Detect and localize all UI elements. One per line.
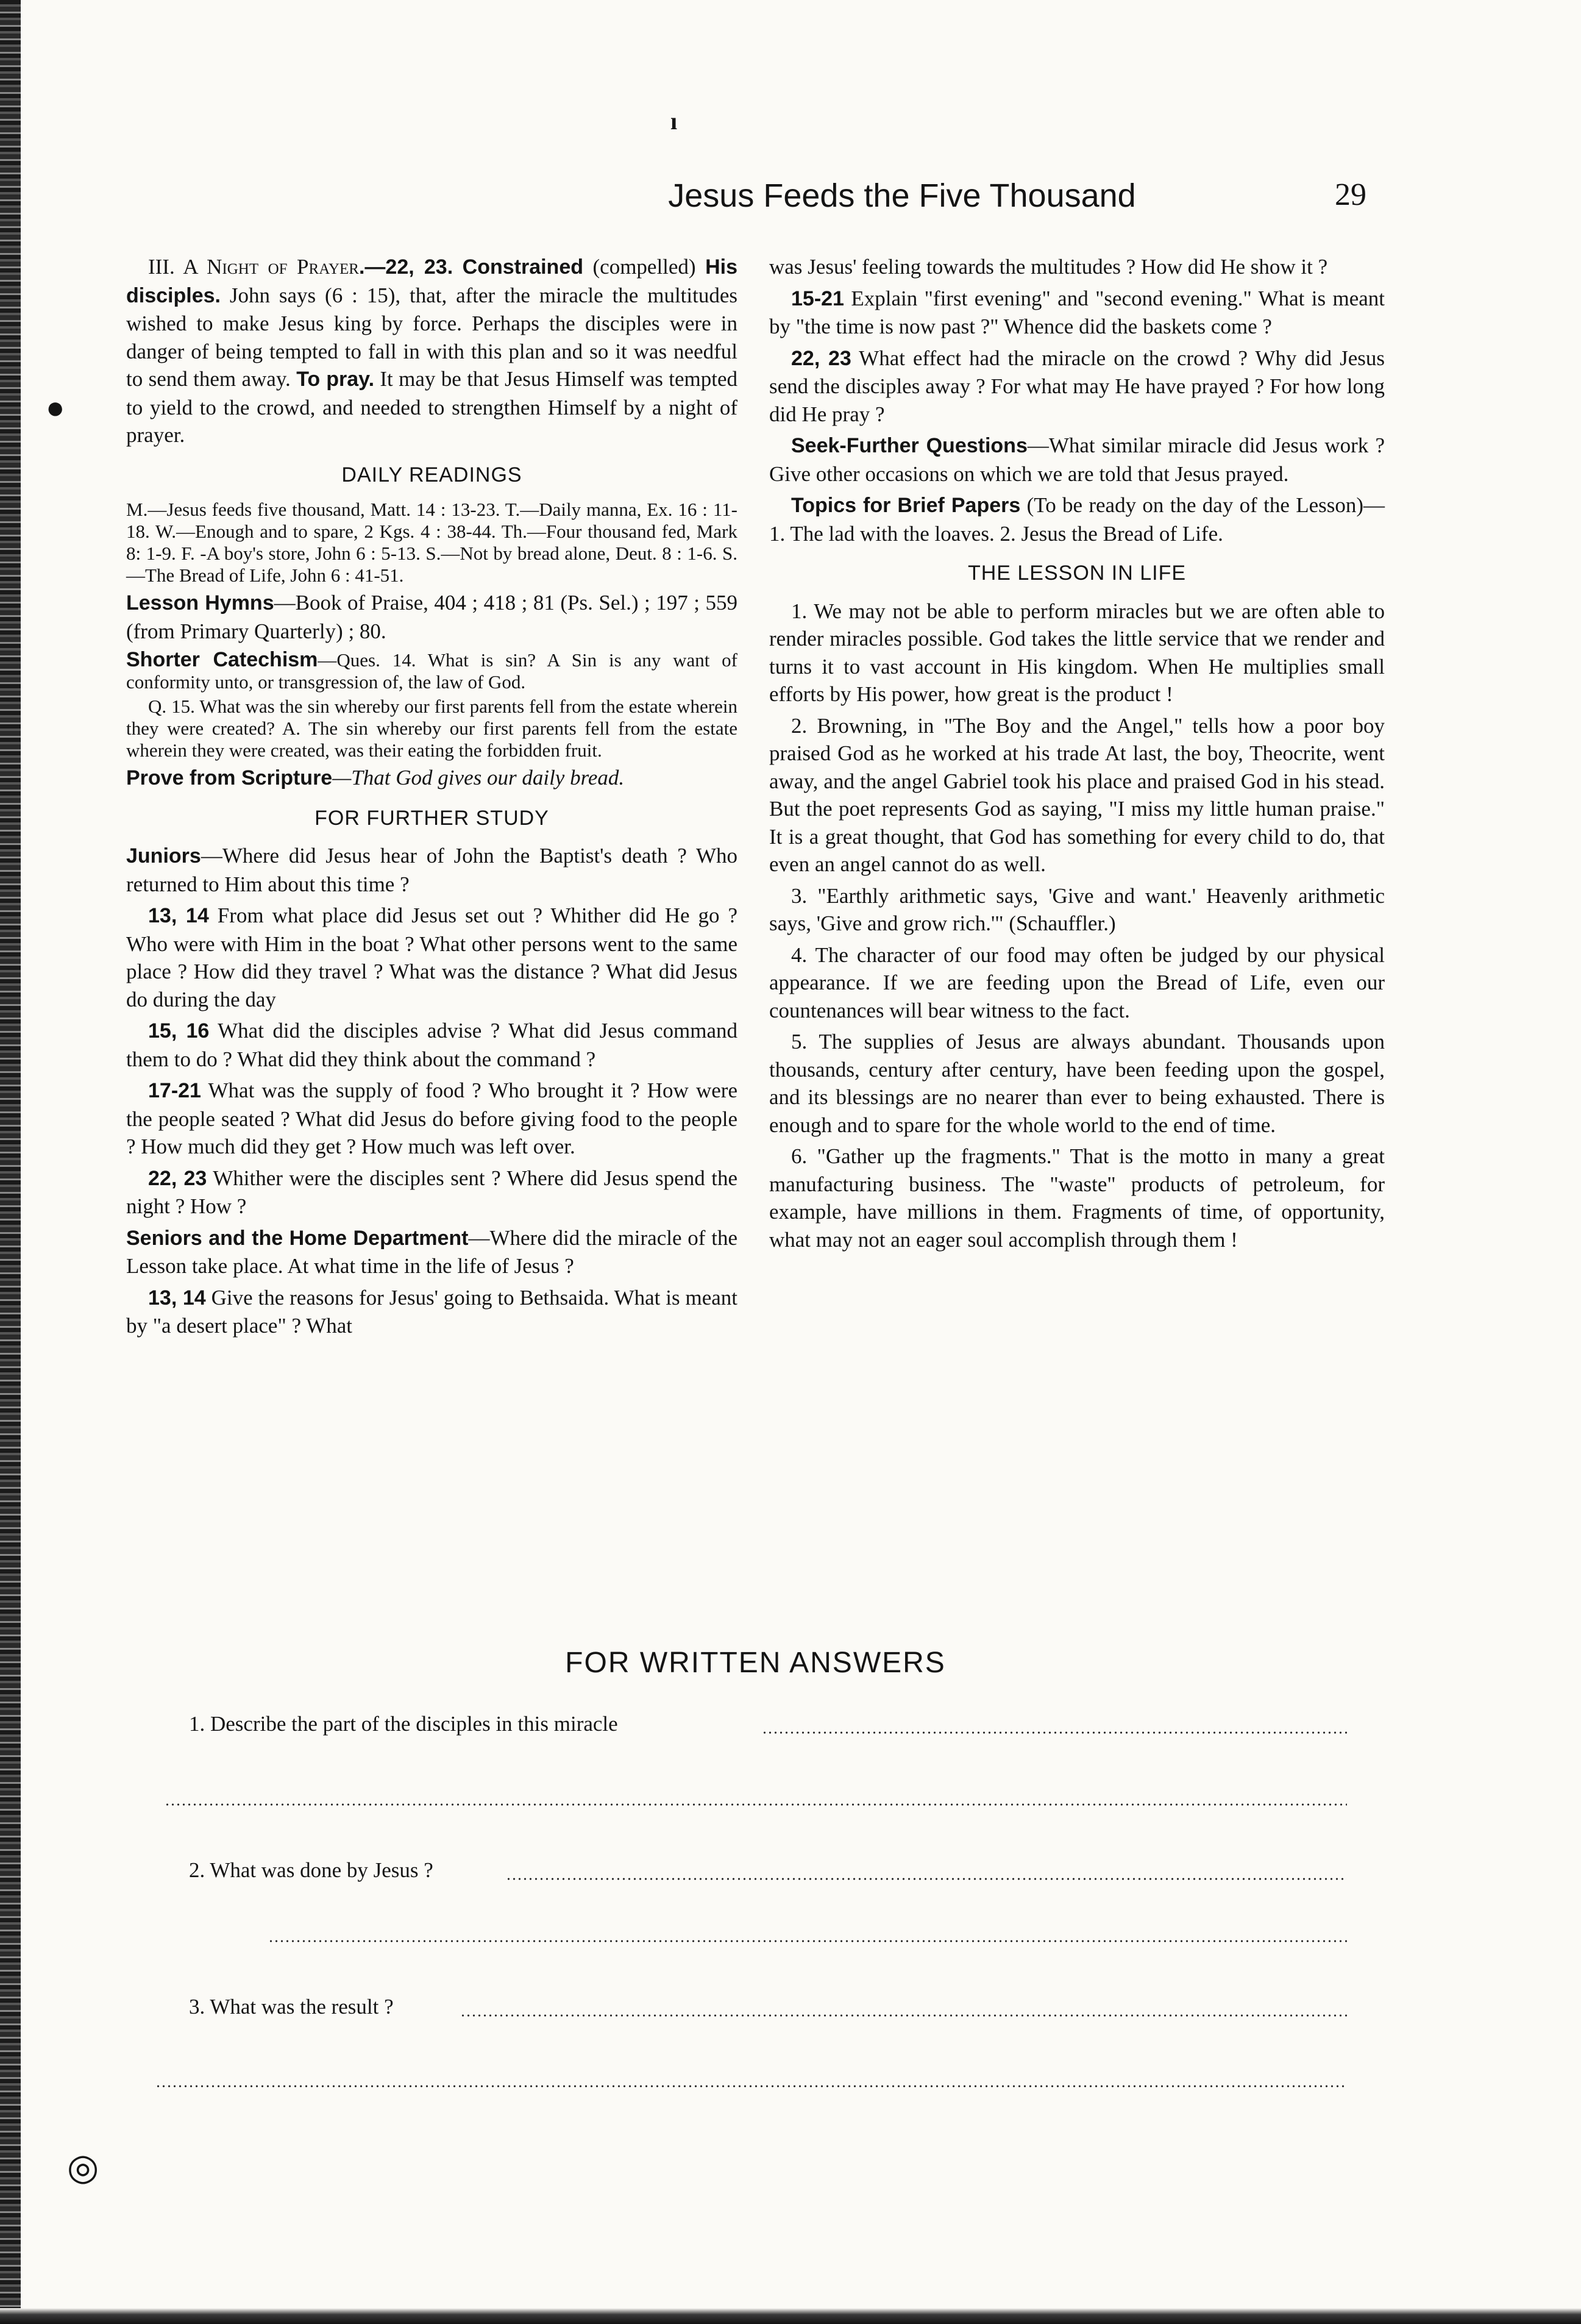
juniors-q1: [126, 902, 737, 1013]
juniors-text: —Where did Jesus hear of John the Baptist's death ? Who returned to Him about this time ?: [126, 844, 737, 896]
daily-readings-text: M.—Jesus feeds five thousand, Matt. 14 : 13-23. T.—Daily manna, Ex. 16 : 11-18. W.—Enough and to spare, 2 Kgs. 4 : 38-44. Th.—Four thousand fed, Mark 8: 1-9. F. -A boy's store, John 6 : 5-13. S.—Not by bread alone, Deut. 8 : 1-6. S.—The Bread of Life, John 6 : 41-51.: [126, 499, 737, 586]
night-numeral: III. A: [148, 255, 207, 279]
stray-mark: ı: [670, 107, 678, 135]
page-binding-edge: [0, 0, 21, 2324]
catechism-label: Shorter Catechism: [126, 648, 318, 671]
seniors-q1: [126, 1284, 737, 1340]
juniors-q3-label: 17-21: [148, 1079, 201, 1102]
punch-hole-mark-lower: ◎: [67, 2147, 99, 2187]
prove-from-scripture: [126, 764, 737, 793]
juniors-q4-label: 22, 23: [148, 1166, 207, 1190]
juniors-q2-label: 15, 16: [148, 1019, 210, 1043]
seniors-q3-label: 22, 23: [791, 346, 851, 370]
seniors-label: Seniors and the Home Department: [126, 1226, 469, 1250]
seniors-text: —Where did the miracle of the Lesson take place. At what time in the life of Jesus ?: [126, 1225, 737, 1278]
juniors-q2: [126, 1017, 737, 1073]
lesson-in-life-5: 5. The supplies of Jesus are always abundant. Thousands upon thousands, century after century, have been feeding upon the gospel, and its blessings are no nearer than ever to being exhausted. There is enough and to spare for the whole world to the end of time.: [769, 1030, 1385, 1137]
prove-text: —That God gives our daily bread.: [332, 766, 625, 790]
lesson-in-life-2: 2. Browning, in "The Boy and the Angel," tells how a poor boy praised God as he worked at his trade At last, the boy, Theocrite, went away, and the angel Gabriel took his place and praised God in his stead. But the poet represents God as saying, "I miss my little human praise." It is a great thought, that God has something for every child to do, that even an angel cannot do as well.: [769, 713, 1385, 876]
seniors-continuation: was Jesus' feeling towards the multitudes ? How did He show it ?: [769, 255, 1328, 279]
seniors-q1-text: Give the reasons for Jesus' going to Bethsaida. What is meant by "a desert place" ? What: [126, 1285, 738, 1338]
page-bottom-edge: [0, 2308, 1581, 2324]
written-question-3: 3. What was the result ?: [189, 1995, 394, 2019]
seniors-q3: [769, 344, 1385, 429]
written-answers-heading: FOR WRITTEN ANSWERS: [565, 1647, 946, 1679]
to-pray-label: To pray.: [296, 368, 375, 391]
topics-paragraph: [769, 491, 1385, 547]
juniors-q4: [126, 1164, 737, 1221]
constrained-label: Constrained: [462, 255, 583, 279]
juniors-q2-text: What did the disciples advise ? What did Jesus command them to do ? What did they think about the command ?: [126, 1019, 737, 1071]
lesson-in-life-4: 4. The character of our food may often be judged by our physical appearance. If we are feeding upon the Bread of Life, even our countenances will bear witness to the fact.: [769, 943, 1385, 1022]
constrained-text: (compelled): [592, 255, 696, 279]
daily-readings-block: [126, 499, 737, 586]
juniors-q1-text: From what place did Jesus set out ? Whither did He go ? Who were with Him in the boat ? What other persons went to the same place ? How did they travel ? What was the distance ? What did Jesus do during the day: [126, 904, 738, 1011]
his-disciples-label: His disciples.: [126, 255, 738, 307]
page-number: 29: [1335, 177, 1366, 212]
catechism-q14: [126, 649, 737, 693]
his-disciples-text: John says (6 : 15), that, after the miracle the multitudes wished to make Jesus king by force. Perhaps the disciples were in danger of being tempted to fall in with this plan and so it was needful to send them away.: [126, 283, 737, 391]
seniors-q1-label: 13, 14: [148, 1286, 206, 1310]
seniors-q3-text: What effect had the miracle on the crowd ? Why did Jesus send the disciples away ? For what may He have prayed ? For how long did He pray ?: [769, 346, 1385, 426]
lesson-in-life-6: 6. "Gather up the fragments." That is the motto in many a great manufacturing business. The "waste" products of petroleum, for example, have millions in them. Fragments of time, of opportunity, what may not an eager soul accomplish through them !: [769, 1144, 1385, 1252]
further-study-heading: FOR FURTHER STUDY: [314, 806, 549, 830]
seek-further-paragraph: [769, 432, 1385, 488]
night-heading: Night of Prayer: [207, 255, 359, 279]
answer-line-1a[interactable]: [762, 1731, 1347, 1734]
answer-line-2a[interactable]: [506, 1878, 1347, 1880]
lesson-in-life-heading: THE LESSON IN LIFE: [967, 561, 1187, 585]
left-column: [126, 253, 737, 1344]
topics-label: Topics for Brief Papers: [791, 494, 1021, 517]
lesson-hymns-text: —Book of Praise, 404 ; 418 ; 81 (Ps. Sel.) ; 197 ; 559 (from Primary Quarterly) ; 80.: [126, 591, 737, 643]
catechism-block: [126, 649, 737, 761]
juniors-paragraph: [126, 842, 737, 898]
answer-line-1b[interactable]: [165, 1803, 1347, 1806]
written-question-1: 1. Describe the part of the disciples in this miracle: [189, 1712, 618, 1736]
catechism-q14-text: —Ques. 14. What is sin? A Sin is any want of conformity unto, or transgression of, the law of God.: [126, 649, 737, 693]
juniors-q3: [126, 1077, 737, 1161]
answer-line-3a[interactable]: [460, 2014, 1347, 2017]
to-pray-text: It may be that Jesus Himself was tempted to yield to the crowd, and needed to strengthen Himself by a night of prayer.: [126, 367, 737, 447]
juniors-label: Juniors: [126, 844, 201, 868]
lesson-in-life-1: 1. We may not be able to perform miracles but we are often able to render miracles possible. God takes the little service that we render and turns it to vast account in His kingdom. When He multiplies small efforts by His power, how great is the product !: [769, 599, 1385, 706]
juniors-q3-text: What was the supply of food ? Who brought it ? How were the people seated ? What did Jesus do before giving food to the people ? How much did they get ? How much was left over.: [126, 1078, 737, 1158]
seek-further-text: —What similar miracle did Jesus work ? Give other occasions on which we are told that Jesus prayed.: [769, 433, 1385, 486]
prove-label: Prove from Scripture: [126, 766, 333, 790]
answer-line-3b[interactable]: [155, 2085, 1347, 2087]
catechism-q15: Q. 15. What was the sin whereby our first parents fell from the estate wherein they were created? A. The sin whereby our first parents fell from the estate wherein they were created, was their eating the forbidden fruit.: [126, 696, 737, 761]
right-column: [769, 253, 1385, 1257]
juniors-q1-label: 13, 14: [148, 904, 209, 927]
seniors-q2-text: Explain "first evening" and "second evening." What is meant by "the time is now past ?" Whence did the baskets come ?: [769, 286, 1385, 338]
punch-hole-mark: ●: [46, 391, 65, 426]
lesson-hymns-label: Lesson Hymns: [126, 591, 274, 615]
daily-readings-heading: DAILY READINGS: [341, 463, 522, 487]
seniors-q2: [769, 285, 1385, 341]
page-title: Jesus Feeds the Five Thousand: [668, 177, 1136, 214]
written-question-2: 2. What was done by Jesus ?: [189, 1858, 433, 1882]
lesson-in-life-3: 3. "Earthly arithmetic says, 'Give and want.' Heavenly arithmetic says, 'Give and grow rich.'" (Schauffler.): [769, 883, 1385, 935]
seek-further-label: Seek-Further Questions: [791, 434, 1028, 457]
juniors-q4-text: Whither were the disciples sent ? Where did Jesus spend the night ? How ?: [126, 1166, 737, 1218]
seniors-paragraph: [126, 1224, 737, 1280]
night-of-prayer-paragraph: [126, 253, 737, 449]
answer-line-2b[interactable]: [268, 1940, 1347, 1942]
topics-text: (To be ready on the day of the Lesson)—1. The lad with the loaves. 2. Jesus the Bread of Life.: [769, 493, 1385, 546]
seniors-q2-label: 15-21: [791, 287, 844, 310]
night-verses: .—22, 23.: [358, 255, 453, 279]
lesson-hymns: [126, 589, 737, 645]
